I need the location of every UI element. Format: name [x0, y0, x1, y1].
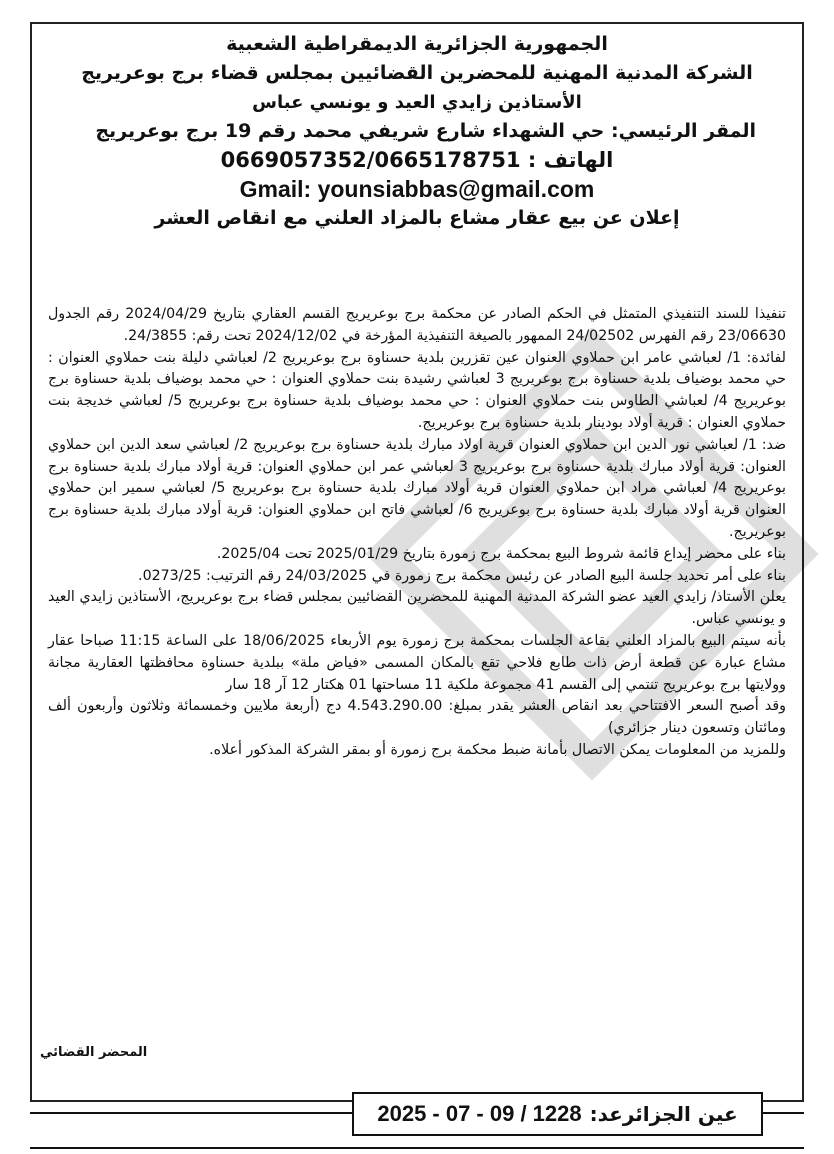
publication-reference	[352, 1092, 763, 1136]
headquarters-address: المقر الرئيسي: حي الشهداء شارع شريفي محمد رقم 19 برج بوعريريج	[95, 120, 756, 142]
paragraph-beneficiaries: لفائدة: 1/ لعباشي عامر ابن حملاوي العنوان عين تقزرين بلدية حسناوة برج بوعريريج 2/ لعباشي دليلة بنت حملاوي العنوان : حي محمد بوضياف بلدية حسناوة برج بوعريريج 3 لعباشي رشيدة بنت حملاوي العنوان : حي محمد بوضياف بلدية حسناوة برج بوعريريج 4/ لعباشي الطاوس بنت حملاوي العنوان : حي محمد بوضياف بلدية حسناوة برج بوعريريج 5/ لعباشي خديجة بنت حملاوي العنوان : قرية أولاد بودينار بلدية حسناوة برج بوعريريج.	[48, 349, 787, 431]
signature-label: المحضر القضائي	[40, 1045, 148, 1060]
company-title: الشركة المدنية المهنية للمحضرين القضائيين بمجلس قضاء برج بوعريريج	[81, 62, 753, 84]
notice-body	[48, 304, 786, 762]
paragraph-defendants: ضد: 1/ لعباشي نور الدين ابن حملاوي العنوان قرية اولاد مبارك بلدية حسناوة برج بوعريريج 2/ لعباشي سعد الدين ابن حملاوي العنوان: قرية أولاد مبارك بلدية حسناوة برج بوعريريج 3 لعباشي عمر ابن حملاوي العنوان: قرية أولاد مبارك بلدية حسناوة برج بوعريريج 4/ لعباشي مراد ابن حملاوي العنوان قرية أولاد مبارك بلدية حسناوة برج بوعريريج 5/ لعباشي سمير ابن حملاوي العنوان قرية أولاد مبارك بلدية حسناوة برج بوعريريج 6/ لعباشي فاتح ابن حملاوي العنوان: قرية أولاد مبارك بلدية حسناوة برج بوعريريج.	[48, 436, 786, 540]
phone-line	[32, 146, 802, 175]
paragraph-announcement: يعلن الأستاذ/ زايدي العيد عضو الشركة المدنية المهنية للمحضرين القضائيين بمجلس قضاء برج بوعريريج، الأستاذين زايدي العيد و يونسي عباس.	[48, 589, 786, 628]
divider-bottom	[30, 1147, 804, 1149]
divider-left	[30, 1112, 352, 1114]
paragraph-contact: وللمزيد من المعلومات يمكن الاتصال بأمانة ضبط محكمة برج زمورة أو بمقر الشركة المذكور أعلاه.	[209, 741, 786, 758]
phone-label: الهاتف :	[527, 148, 614, 172]
phone-numbers: 0669057352/0665178751	[220, 148, 521, 172]
notice-frame	[30, 22, 804, 1102]
divider-right	[763, 1112, 804, 1114]
reference-number: 2025 - 07 - 09 / 1228	[377, 1101, 582, 1126]
notice-title: إعلان عن بيع عقار مشاع بالمزاد العلني مع انقاص العشر	[154, 207, 680, 229]
paragraph-enforcement: تنفيذا للسند التنفيذي المتمثل في الحكم الصادر عن محكمة برج بوعريريج القسم العقاري بتاريخ 2024/04/29 رقم الجدول 23/06630 رقم الفهرس 24/02502 الممهور بالصيغة التنفيذية المؤرخة في 2024/12/02 تحت رقم: 24/3855.	[48, 306, 786, 344]
republic-title: الجمهورية الجزائرية الديمقراطية الشعبية	[226, 33, 608, 55]
notice-header	[32, 30, 802, 233]
paragraph-conditions-deposit: بناء على محضر إيداع قائمة شروط البيع بمحكمة برج زمورة بتاريخ 2025/01/29 تحت 2025/04.	[216, 545, 786, 562]
paragraph-opening-price: وقد أصبح السعر الافتتاحي بعد انقاص العشر يقدر بمبلغ: 4.543.290.00 دج (أربعة ملايين وخمسمائة وثلاثون وأربعون ألف ومائتان وتسعون دينار جزائري)	[48, 698, 786, 737]
bailiffs-names: الأستاذين زايدي العيد و يونسي عباس	[252, 92, 582, 113]
paragraph-session-order: بناء على أمر تحديد جلسة البيع الصادر عن رئيس محكمة برج زمورة في 24/03/2025 رقم الترتيب: 0273/25.	[138, 567, 786, 584]
reference-label: عين الجزائرعد:	[589, 1102, 738, 1126]
email-line: Gmail: younsiabbas@gmail.com	[239, 176, 595, 202]
paragraph-sale-details: بأنه سيتم البيع بالمزاد العلني بقاعة الجلسات بمحكمة برج زمورة يوم الأربعاء 18/06/2025 على الساعة 11:15 صباحا عقار مشاع عبارة عن قطعة أرض ذات طابع فلاحي تقع بالمكان المسمى «فياض ملة» ببلدية حسناوة محافظتها العقارية مجانة وولايتها برج بوعريريج تنتمي إلى القسم 41 مجموعة ملكية 11 مساحتها 01 هكتار 12 آر 18 سار	[48, 632, 786, 693]
